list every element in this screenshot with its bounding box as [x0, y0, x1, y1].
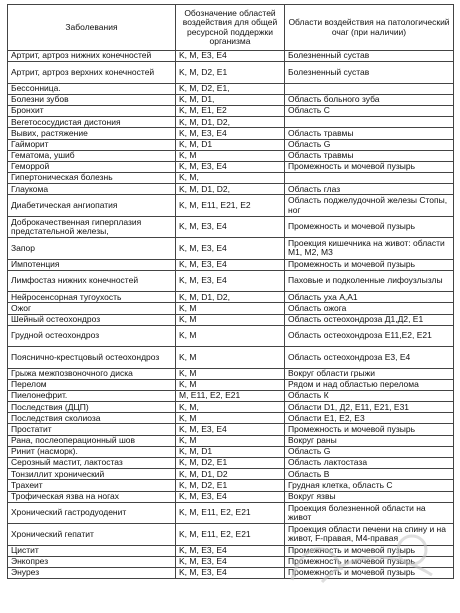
areas-cell: K, M [176, 368, 285, 379]
table-row [8, 314, 454, 325]
local-area-cell: Область глаз [285, 184, 454, 195]
areas-cell: K, M [176, 325, 285, 346]
table-row [8, 502, 454, 523]
disease-areas-table [7, 4, 454, 579]
local-area-cell: Область К [285, 390, 454, 401]
disease-cell: Энурез [8, 567, 176, 578]
disease-cell: Доброкачественная гиперплазия предстательной железы, [8, 216, 176, 237]
disease-cell: Глаукома [8, 184, 176, 195]
disease-cell: Хронический гастродуоденит [8, 502, 176, 523]
areas-cell: K, M, D1, [176, 94, 285, 105]
local-area-cell: Промежность и мочевой пузырь [285, 545, 454, 556]
disease-cell: Цистит [8, 545, 176, 556]
areas-cell: K, M, E3, E4 [176, 491, 285, 502]
areas-cell: K, M [176, 347, 285, 368]
areas-cell: K, M, D1, D2, [176, 292, 285, 303]
local-area-cell: Область остеохондроза E3, E4 [285, 347, 454, 368]
table-row [8, 390, 454, 401]
areas-cell: K, M, E3, E4 [176, 238, 285, 259]
areas-cell: K, M [176, 435, 285, 446]
disease-cell: Трофическая язва на ногах [8, 491, 176, 502]
local-area-cell: Область остеохондроза E11,E2, E21 [285, 325, 454, 346]
local-area-cell [285, 117, 454, 128]
table-row [8, 556, 454, 567]
local-area-cell: Область С [285, 105, 454, 116]
areas-cell: K, M, E3, E4 [176, 128, 285, 139]
table-row [8, 292, 454, 303]
areas-cell: K, M, D2, E1 [176, 62, 285, 83]
disease-cell: Бронхит [8, 105, 176, 116]
table-row [8, 216, 454, 237]
local-area-cell: Область В [285, 469, 454, 480]
local-area-cell: Промежность и мочевой пузырь [285, 567, 454, 578]
areas-cell: K, M, E3, E4 [176, 259, 285, 270]
local-area-cell: Область поджелудочной железы Стопы, ног [285, 195, 454, 216]
disease-cell: Импотенция [8, 259, 176, 270]
table-row [8, 368, 454, 379]
areas-cell: K, M, D1 [176, 446, 285, 457]
disease-cell: Простатит [8, 424, 176, 435]
table-row [8, 446, 454, 457]
disease-cell: Диабетическая ангиопатия [8, 195, 176, 216]
table-row [8, 184, 454, 195]
local-area-cell [285, 173, 454, 184]
disease-cell: Гайморит [8, 139, 176, 150]
local-area-cell: Промежность и мочевой пузырь [285, 556, 454, 567]
areas-cell: K, M, E11, E2, E21 [176, 524, 285, 545]
table-body [8, 51, 454, 579]
areas-cell: K, M, E3, E4 [176, 51, 285, 62]
disease-cell: Хронический гепатит [8, 524, 176, 545]
table-row [8, 469, 454, 480]
table-row [8, 491, 454, 502]
local-area-cell: Паховые и подколенные лифоузлызлы [285, 270, 454, 291]
disease-cell: Последствия (ДЦП) [8, 402, 176, 413]
local-area-cell: Промежность и мочевой пузырь [285, 161, 454, 172]
areas-cell: K, M, D1, D2, [176, 184, 285, 195]
header-local-areas: Области воздействия на патологический очаг (при наличии) [285, 5, 454, 51]
disease-cell: Рана, послеоперационный шов [8, 435, 176, 446]
disease-cell: Гематома, ушиб [8, 150, 176, 161]
disease-cell: Пояснично-крестцовый остеохондроз [8, 347, 176, 368]
local-area-cell: Области D1, Д2, E11, E21, E31 [285, 402, 454, 413]
disease-cell: Запор [8, 238, 176, 259]
local-area-cell: Область G [285, 446, 454, 457]
areas-cell: K, M, E3, E4 [176, 545, 285, 556]
local-area-cell: Область травмы [285, 150, 454, 161]
areas-cell: K, M, D1, D2 [176, 469, 285, 480]
header-general-areas: Обозначение областей воздействия для общей ресурсной поддержки организма [176, 5, 285, 51]
areas-cell: K, M, D2, E1 [176, 458, 285, 469]
local-area-cell: Вокруг области грыжи [285, 368, 454, 379]
areas-cell: K, M, [176, 173, 285, 184]
table-row [8, 83, 454, 94]
disease-cell: Вегетососудистая дистония [8, 117, 176, 128]
table-header [8, 5, 454, 51]
disease-cell: Болезни зубов [8, 94, 176, 105]
areas-cell: K, M, E3, E4 [176, 556, 285, 567]
areas-cell: K, M, D1, D2, [176, 117, 285, 128]
table-row [8, 424, 454, 435]
local-area-cell: Область травмы [285, 128, 454, 139]
table-row [8, 413, 454, 424]
table-row [8, 270, 454, 291]
header-diseases: Заболевания [8, 5, 176, 51]
table-row [8, 524, 454, 545]
areas-cell: K, M, D1 [176, 139, 285, 150]
local-area-cell: Болезненный сустав [285, 62, 454, 83]
areas-cell: K, M [176, 314, 285, 325]
table-row [8, 347, 454, 368]
table-row [8, 435, 454, 446]
disease-cell: Энкопрез [8, 556, 176, 567]
areas-cell: K, M, E3, E4 [176, 270, 285, 291]
local-area-cell: Проекция области печени на спину и на живот, F-правая, M4-правая [285, 524, 454, 545]
areas-cell: K, M [176, 413, 285, 424]
local-area-cell: Область ожога [285, 303, 454, 314]
disease-cell: Грудной остеохондроз [8, 325, 176, 346]
table-row [8, 379, 454, 390]
local-area-cell: Область остеохондроза Д1,Д2, E1 [285, 314, 454, 325]
areas-cell: K, M, D2, E1, [176, 83, 285, 94]
local-area-cell: Вокруг раны [285, 435, 454, 446]
table-row [8, 402, 454, 413]
table-row [8, 238, 454, 259]
local-area-cell: Область G [285, 139, 454, 150]
areas-cell: K, M, E3, E4 [176, 567, 285, 578]
local-area-cell: Проекция болезненной области на живот [285, 502, 454, 523]
disease-cell: Вывих, растяжение [8, 128, 176, 139]
table-row [8, 545, 454, 556]
local-area-cell: Грудная клетка, область С [285, 480, 454, 491]
areas-cell: K, M, E11, E21, E2 [176, 195, 285, 216]
reference-table-sheet [7, 4, 453, 579]
disease-cell: Лимфостаз нижних конечностей [8, 270, 176, 291]
local-area-cell: Рядом и над областью перелома [285, 379, 454, 390]
table-row [8, 94, 454, 105]
disease-cell: Нейросенсорная тугоухость [8, 292, 176, 303]
table-row [8, 139, 454, 150]
local-area-cell: Области E1, E2, E3 [285, 413, 454, 424]
disease-cell: Геморрой [8, 161, 176, 172]
table-row [8, 128, 454, 139]
areas-cell: K, M [176, 379, 285, 390]
local-area-cell: Область уха A,A1 [285, 292, 454, 303]
areas-cell: K, M, E3, E4 [176, 161, 285, 172]
areas-cell: K, M, E3, E4 [176, 424, 285, 435]
table-row [8, 325, 454, 346]
disease-cell: Бессонница. [8, 83, 176, 94]
disease-cell: Серозный мастит, лактостаз [8, 458, 176, 469]
table-row [8, 480, 454, 491]
local-area-cell: Вокруг язвы [285, 491, 454, 502]
table-row [8, 150, 454, 161]
table-row [8, 303, 454, 314]
areas-cell: K, M, E3, E4 [176, 216, 285, 237]
table-row [8, 567, 454, 578]
areas-cell: M, E11, E2, E21 [176, 390, 285, 401]
disease-cell: Ожог [8, 303, 176, 314]
areas-cell: K, M, E11, E2, E21 [176, 502, 285, 523]
disease-cell: Тонзиллит хронический [8, 469, 176, 480]
disease-cell: Перелом [8, 379, 176, 390]
table-row [8, 458, 454, 469]
local-area-cell: Промежность и мочевой пузырь [285, 259, 454, 270]
areas-cell: K, M [176, 303, 285, 314]
areas-cell: K, M [176, 150, 285, 161]
table-row [8, 173, 454, 184]
areas-cell: K, M, E1, E2 [176, 105, 285, 116]
areas-cell: K, M, D2, E1 [176, 480, 285, 491]
table-row [8, 117, 454, 128]
disease-cell: Артрит, артроз верхних конечностей [8, 62, 176, 83]
areas-cell: K, M, [176, 402, 285, 413]
local-area-cell: Болезненный сустав [285, 51, 454, 62]
local-area-cell: Промежность и мочевой пузырь [285, 216, 454, 237]
local-area-cell: Область больного зуба [285, 94, 454, 105]
disease-cell: Гипертоническая болезнь [8, 173, 176, 184]
table-row [8, 259, 454, 270]
disease-cell: Шейный остеохондроз [8, 314, 176, 325]
disease-cell: Последствия сколиоза [8, 413, 176, 424]
table-row [8, 105, 454, 116]
local-area-cell [285, 83, 454, 94]
disease-cell: Пиелонефрит. [8, 390, 176, 401]
disease-cell: Ринит (насморк). [8, 446, 176, 457]
table-row [8, 62, 454, 83]
disease-cell: Грыжа межпозвоночного диска [8, 368, 176, 379]
disease-cell: Трахеит [8, 480, 176, 491]
table-row [8, 195, 454, 216]
local-area-cell: Проекция кишечника на живот: области М1, М2, М3 [285, 238, 454, 259]
disease-cell: Артрит, артроз нижних конечностей [8, 51, 176, 62]
local-area-cell: Область лактостаза [285, 458, 454, 469]
table-row [8, 161, 454, 172]
local-area-cell: Промежность и мочевой пузырь [285, 424, 454, 435]
table-row [8, 51, 454, 62]
